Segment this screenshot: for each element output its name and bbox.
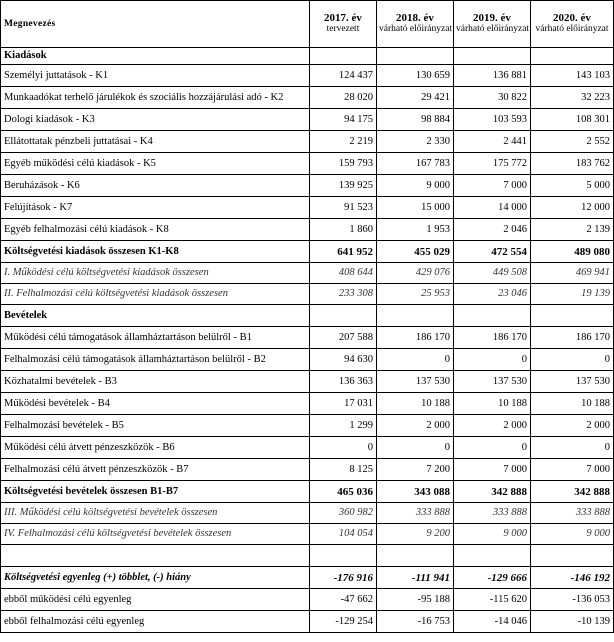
- row-value: 12 000: [531, 197, 614, 219]
- empty-cell: [377, 545, 454, 567]
- table-row: [1, 371, 614, 393]
- row-label: II. Felhalmozási célú költségvetési kiadások összesen: [1, 284, 310, 305]
- row-value: 130 659: [377, 65, 454, 87]
- row-value: 136 363: [310, 371, 377, 393]
- row-value: 186 170: [454, 327, 531, 349]
- row-value: 108 301: [531, 109, 614, 131]
- row-value: 91 523: [310, 197, 377, 219]
- row-value: 175 772: [454, 153, 531, 175]
- empty-cell: [454, 305, 531, 327]
- row-value: 139 925: [310, 175, 377, 197]
- table-row: [1, 459, 614, 481]
- table-row: [1, 87, 614, 109]
- row-value: 1 953: [377, 219, 454, 241]
- row-value: 2 330: [377, 131, 454, 153]
- total-row: [1, 241, 614, 263]
- row-value: 159 793: [310, 153, 377, 175]
- row-value: 0: [531, 349, 614, 371]
- row-value: 28 020: [310, 87, 377, 109]
- row-value: 0: [531, 437, 614, 459]
- row-value: 342 888: [454, 481, 531, 503]
- row-label: Egyéb működési célú kiadások - K5: [1, 153, 310, 175]
- row-value: 2 000: [531, 415, 614, 437]
- header-year-2020: 2020. év várható előirányzat: [531, 1, 614, 48]
- row-value: -129 666: [454, 567, 531, 589]
- row-value: -115 620: [454, 589, 531, 611]
- header-year-2018: 2018. év várható előirányzat: [377, 1, 454, 48]
- row-value: 137 530: [531, 371, 614, 393]
- row-label: Felhalmozási célú átvett pénzeszközök - B7: [1, 459, 310, 481]
- row-value: 2 046: [454, 219, 531, 241]
- row-value: 333 888: [377, 503, 454, 524]
- row-value: 25 953: [377, 284, 454, 305]
- row-value: 9 000: [454, 524, 531, 545]
- row-value: 2 441: [454, 131, 531, 153]
- spacer-row: [1, 545, 614, 567]
- header-row: [1, 1, 614, 48]
- row-label: Működési célú támogatások államháztartáson belülről - B1: [1, 327, 310, 349]
- row-value: -47 662: [310, 589, 377, 611]
- table-row: [1, 65, 614, 87]
- empty-cell: [310, 48, 377, 65]
- row-value: 343 088: [377, 481, 454, 503]
- table-row: [1, 349, 614, 371]
- row-value: -16 753: [377, 611, 454, 633]
- row-value: -95 188: [377, 589, 454, 611]
- row-label: Felújítások - K7: [1, 197, 310, 219]
- row-label: Felhalmozási bevételek - B5: [1, 415, 310, 437]
- row-value: 1 299: [310, 415, 377, 437]
- row-value: 14 000: [454, 197, 531, 219]
- row-value: 0: [454, 349, 531, 371]
- empty-cell: [310, 545, 377, 567]
- row-value: -136 053: [531, 589, 614, 611]
- row-value: 124 437: [310, 65, 377, 87]
- section-title: Bevételek: [1, 305, 310, 327]
- section-title: Kiadások: [1, 48, 310, 65]
- table-row: [1, 109, 614, 131]
- row-value: 137 530: [454, 371, 531, 393]
- row-value: -10 139: [531, 611, 614, 633]
- row-label: Ellátottatak pénzbeli juttatásai - K4: [1, 131, 310, 153]
- row-label: Működési célú átvett pénzeszközök - B6: [1, 437, 310, 459]
- section-kiadasok: [1, 48, 614, 65]
- row-value: 9 200: [377, 524, 454, 545]
- row-label: ebből működési célú egyenleg: [1, 589, 310, 611]
- empty-cell: [531, 48, 614, 65]
- row-value: 641 952: [310, 241, 377, 263]
- row-value: 5 000: [531, 175, 614, 197]
- row-label: Egyéb felhalmozási célú kiadások - K8: [1, 219, 310, 241]
- header-year-2017: 2017. év tervezett: [310, 1, 377, 48]
- row-value: 7 000: [454, 175, 531, 197]
- row-value: 137 530: [377, 371, 454, 393]
- row-value: 469 941: [531, 263, 614, 284]
- row-value: 2 139: [531, 219, 614, 241]
- row-value: 7 000: [454, 459, 531, 481]
- row-value: 342 888: [531, 481, 614, 503]
- row-label: Beruházások - K6: [1, 175, 310, 197]
- row-value: 408 644: [310, 263, 377, 284]
- row-value: 360 982: [310, 503, 377, 524]
- table-row: [1, 175, 614, 197]
- row-label: Költségvetési bevételek összesen B1-B7: [1, 481, 310, 503]
- row-value: 10 188: [454, 393, 531, 415]
- row-value: 0: [377, 349, 454, 371]
- row-value: 10 188: [531, 393, 614, 415]
- row-value: 465 036: [310, 481, 377, 503]
- table-row: [1, 437, 614, 459]
- row-value: 2 000: [377, 415, 454, 437]
- table-row: [1, 131, 614, 153]
- row-label: Költségvetési egyenleg (+) többlet, (-) hiány: [1, 567, 310, 589]
- empty-cell: [454, 545, 531, 567]
- row-label: Munkaadókat terhelő járulékok és szociális hozzájárulási adó - K2: [1, 87, 310, 109]
- total-row: [1, 481, 614, 503]
- row-value: 186 170: [531, 327, 614, 349]
- header-year-2019: 2019. év várható előirányzat: [454, 1, 531, 48]
- table-row: [1, 153, 614, 175]
- section-bevetelek: [1, 305, 614, 327]
- row-value: 19 139: [531, 284, 614, 305]
- row-value: 98 884: [377, 109, 454, 131]
- table-row: [1, 197, 614, 219]
- table-row: [1, 219, 614, 241]
- row-value: 0: [310, 437, 377, 459]
- row-value: 455 029: [377, 241, 454, 263]
- row-value: 2 000: [454, 415, 531, 437]
- row-value: 136 881: [454, 65, 531, 87]
- balance-row: [1, 567, 614, 589]
- row-value: -129 254: [310, 611, 377, 633]
- row-label: Közhatalmi bevételek - B3: [1, 371, 310, 393]
- subtotal-row: [1, 263, 614, 284]
- row-value: 23 046: [454, 284, 531, 305]
- empty-cell: [454, 48, 531, 65]
- empty-cell: [531, 545, 614, 567]
- subtotal-row: [1, 524, 614, 545]
- row-value: -14 046: [454, 611, 531, 633]
- row-value: 94 175: [310, 109, 377, 131]
- empty-cell: [377, 48, 454, 65]
- row-value: 9 000: [531, 524, 614, 545]
- row-value: -111 941: [377, 567, 454, 589]
- row-value: 0: [454, 437, 531, 459]
- row-value: 429 076: [377, 263, 454, 284]
- row-value: 32 223: [531, 87, 614, 109]
- row-label: IV. Felhalmozási célú költségvetési bevételek összesen: [1, 524, 310, 545]
- row-value: 17 031: [310, 393, 377, 415]
- empty-cell: [310, 305, 377, 327]
- row-value: 1 860: [310, 219, 377, 241]
- balance-sub-row: [1, 589, 614, 611]
- header-megnevezes: Megnevezés: [1, 1, 310, 48]
- row-value: 7 200: [377, 459, 454, 481]
- row-label: Költségvetési kiadások összesen K1-K8: [1, 241, 310, 263]
- empty-cell: [531, 305, 614, 327]
- balance-sub-row: [1, 611, 614, 633]
- row-value: 472 554: [454, 241, 531, 263]
- row-label: Személyi juttatások - K1: [1, 65, 310, 87]
- row-value: 8 125: [310, 459, 377, 481]
- table-row: [1, 415, 614, 437]
- row-value: 103 593: [454, 109, 531, 131]
- row-value: 183 762: [531, 153, 614, 175]
- row-value: 167 783: [377, 153, 454, 175]
- row-label: ebből felhalmozási célú egyenleg: [1, 611, 310, 633]
- row-value: 333 888: [454, 503, 531, 524]
- row-value: 94 630: [310, 349, 377, 371]
- row-value: 9 000: [377, 175, 454, 197]
- empty-cell: [1, 545, 310, 567]
- row-value: 29 421: [377, 87, 454, 109]
- subtotal-row: [1, 284, 614, 305]
- row-label: Dologi kiadások - K3: [1, 109, 310, 131]
- empty-cell: [377, 305, 454, 327]
- row-value: 333 888: [531, 503, 614, 524]
- row-value: 15 000: [377, 197, 454, 219]
- row-value: -176 916: [310, 567, 377, 589]
- row-value: 30 822: [454, 87, 531, 109]
- row-value: 143 103: [531, 65, 614, 87]
- row-label: Működési bevételek - B4: [1, 393, 310, 415]
- subtotal-row: [1, 503, 614, 524]
- row-value: 233 308: [310, 284, 377, 305]
- row-value: 2 219: [310, 131, 377, 153]
- row-label: Felhalmozási célú támogatások államháztartáson belülről - B2: [1, 349, 310, 371]
- row-value: 10 188: [377, 393, 454, 415]
- row-value: 2 552: [531, 131, 614, 153]
- table-row: [1, 327, 614, 349]
- row-label: III. Működési célú költségvetési bevételek összesen: [1, 503, 310, 524]
- row-label: I. Működési célú költségvetési kiadások összesen: [1, 263, 310, 284]
- row-value: 104 054: [310, 524, 377, 545]
- row-value: 207 588: [310, 327, 377, 349]
- row-value: 489 080: [531, 241, 614, 263]
- row-value: 186 170: [377, 327, 454, 349]
- row-value: 449 508: [454, 263, 531, 284]
- row-value: 7 000: [531, 459, 614, 481]
- row-value: 0: [377, 437, 454, 459]
- table-row: [1, 393, 614, 415]
- row-value: -146 192: [531, 567, 614, 589]
